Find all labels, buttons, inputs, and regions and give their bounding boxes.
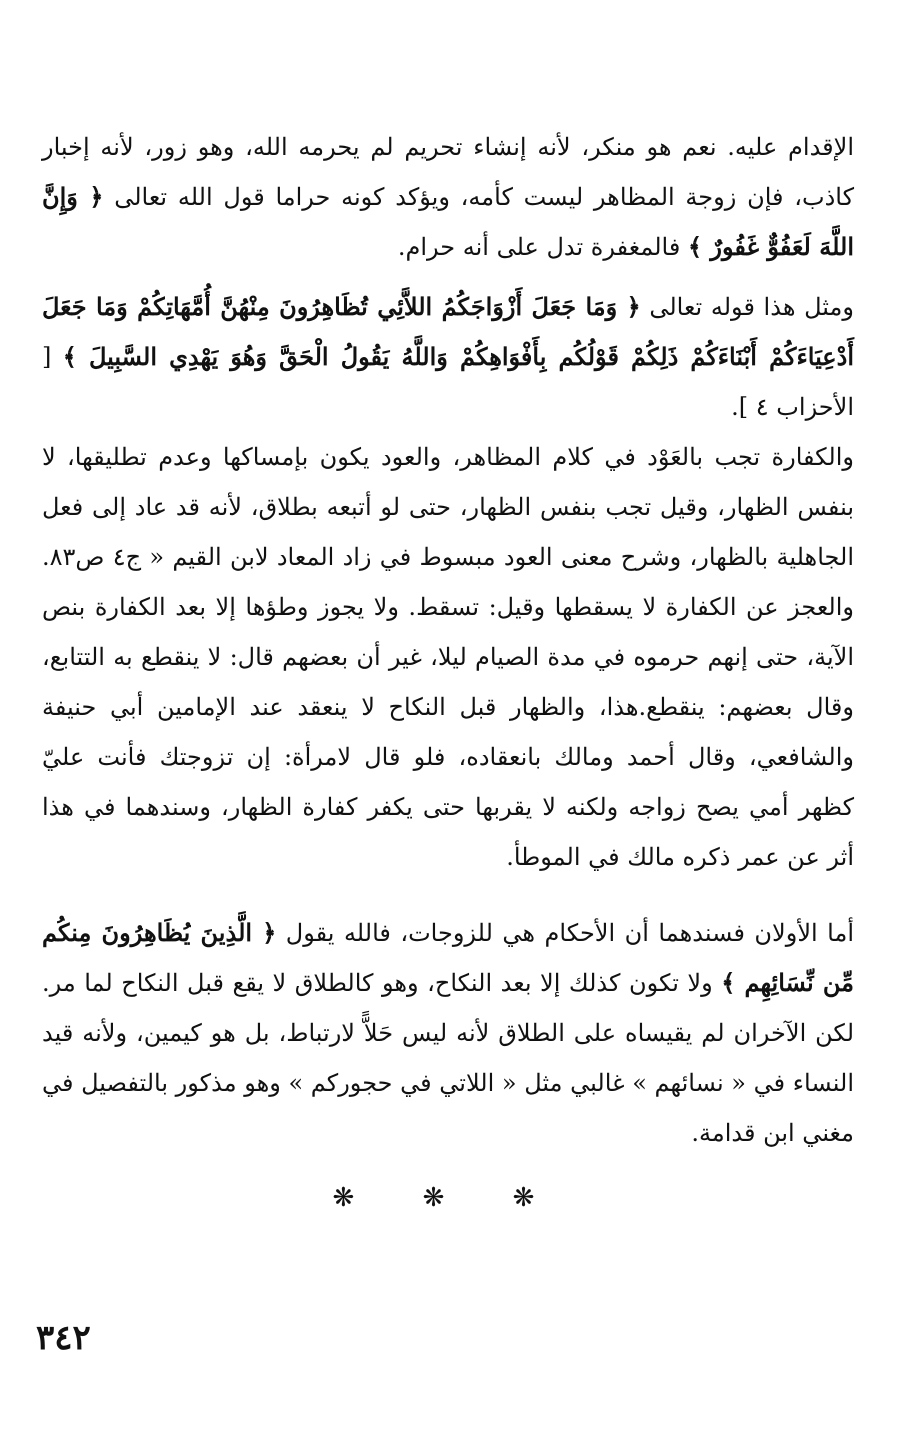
quran-verse-1: ﴿ وَإِنَّ اللَّهَ لَعَفُوٌّ غَفُورٌ ﴾ — [42, 182, 854, 261]
paragraph-4 — [42, 908, 854, 1158]
verse-reference: [ الأحزاب ٤ ]. — [42, 343, 854, 421]
quran-verse-3: ﴿ الَّذِينَ يُظَاهِرُونَ مِنكُم مِّن نِّسَائِهِم ﴾ — [42, 918, 854, 997]
quran-verse-2: ﴿ وَمَا جَعَلَ أَزْوَاجَكُمُ اللاَّئِي تُظَاهِرُونَ مِنْهُنَّ أُمَّهَاتِكُمْ وَمَا جَعَلَ أَدْعِيَاءَكُمْ أَبْنَاءَكُمْ ذَلِكُمْ قَوْلُكُم بِأَفْوَاهِكُمْ وَاللَّهُ يَقُولُ الْحَقَّ وَهُوَ يَهْدِي السَّبِيلَ ﴾ — [42, 292, 854, 371]
section-separator: ❋ ❋ ❋ — [332, 1183, 565, 1213]
paragraph-4-text-end: ولا تكون كذلك إلا بعد النكاح، وهو كالطلاق لا يقع قبل النكاح لما مر. لكن الآخران لم يقيساه على الطلاق لأنه ليس حَلاًّ لارتباط، بل هو كيمين، ولأنه قيد النساء في « نسائهم » غالبي مثل « اللاتي في حجوركم » وهو مذكور بالتفصيل في مغني ابن قدامة. — [42, 969, 854, 1147]
paragraph-2-text-start: ومثل هذا قوله تعالى — [640, 293, 854, 321]
paragraph-1-text-end: فالمغفرة تدل على أنه حرام. — [397, 233, 681, 261]
paragraph-4-text-start: أما الأولان فسندهما أن الأحكام هي للزوجات، فالله يقول — [276, 919, 854, 947]
paragraph-1 — [42, 122, 854, 272]
paragraph-3-text: والكفارة تجب بالعَوْد في كلام المظاهر، والعود يكون بإمساكها وعدم تطليقها، لا بنفس الظهار، وقيل تجب بنفس الظهار، حتى لو أتبعه بطلاق، لأنه قد عاد إلى فعل الجاهلية بالظهار، وشرح معنى العود مبسوط في زاد المعاد لابن القيم « ج٤ ص٨٣. والعجز عن الكفارة لا يسقطها وقيل: تسقط. ولا يجوز وطؤها إلا بعد الكفارة بنص الآية، حتى إنهم حرموه في مدة الصيام ليلا، غير أن بعضهم قال: لا ينقطع به التتابع، وقال بعضهم: ينقطع.هذا، والظهار قبل النكاح لا ينعقد عند الإمامين أبي حنيفة والشافعي، وقال أحمد ومالك بانعقاده، فلو قال لامرأة: إن تزوجتك فأنت عليّ كظهر أمي يصح زواجه ولكنه لا يقربها حتى يكفر كفارة الظهار، وسندهما في هذا أثر عن عمر ذكره مالك في الموطأ. — [42, 443, 854, 871]
paragraph-1-text-start: الإقدام عليه. نعم هو منكر، لأنه إنشاء تحريم لم يحرمه الله، وهو زور، لأنه إخبار كاذب، فإن زوجة المظاهر ليست كأمه، ويؤكد كونه حراما قول الله تعالى — [42, 133, 855, 211]
paragraph-2 — [42, 282, 854, 432]
page-number: ٣٤٢ — [36, 1318, 91, 1358]
paragraph-3 — [42, 432, 854, 882]
